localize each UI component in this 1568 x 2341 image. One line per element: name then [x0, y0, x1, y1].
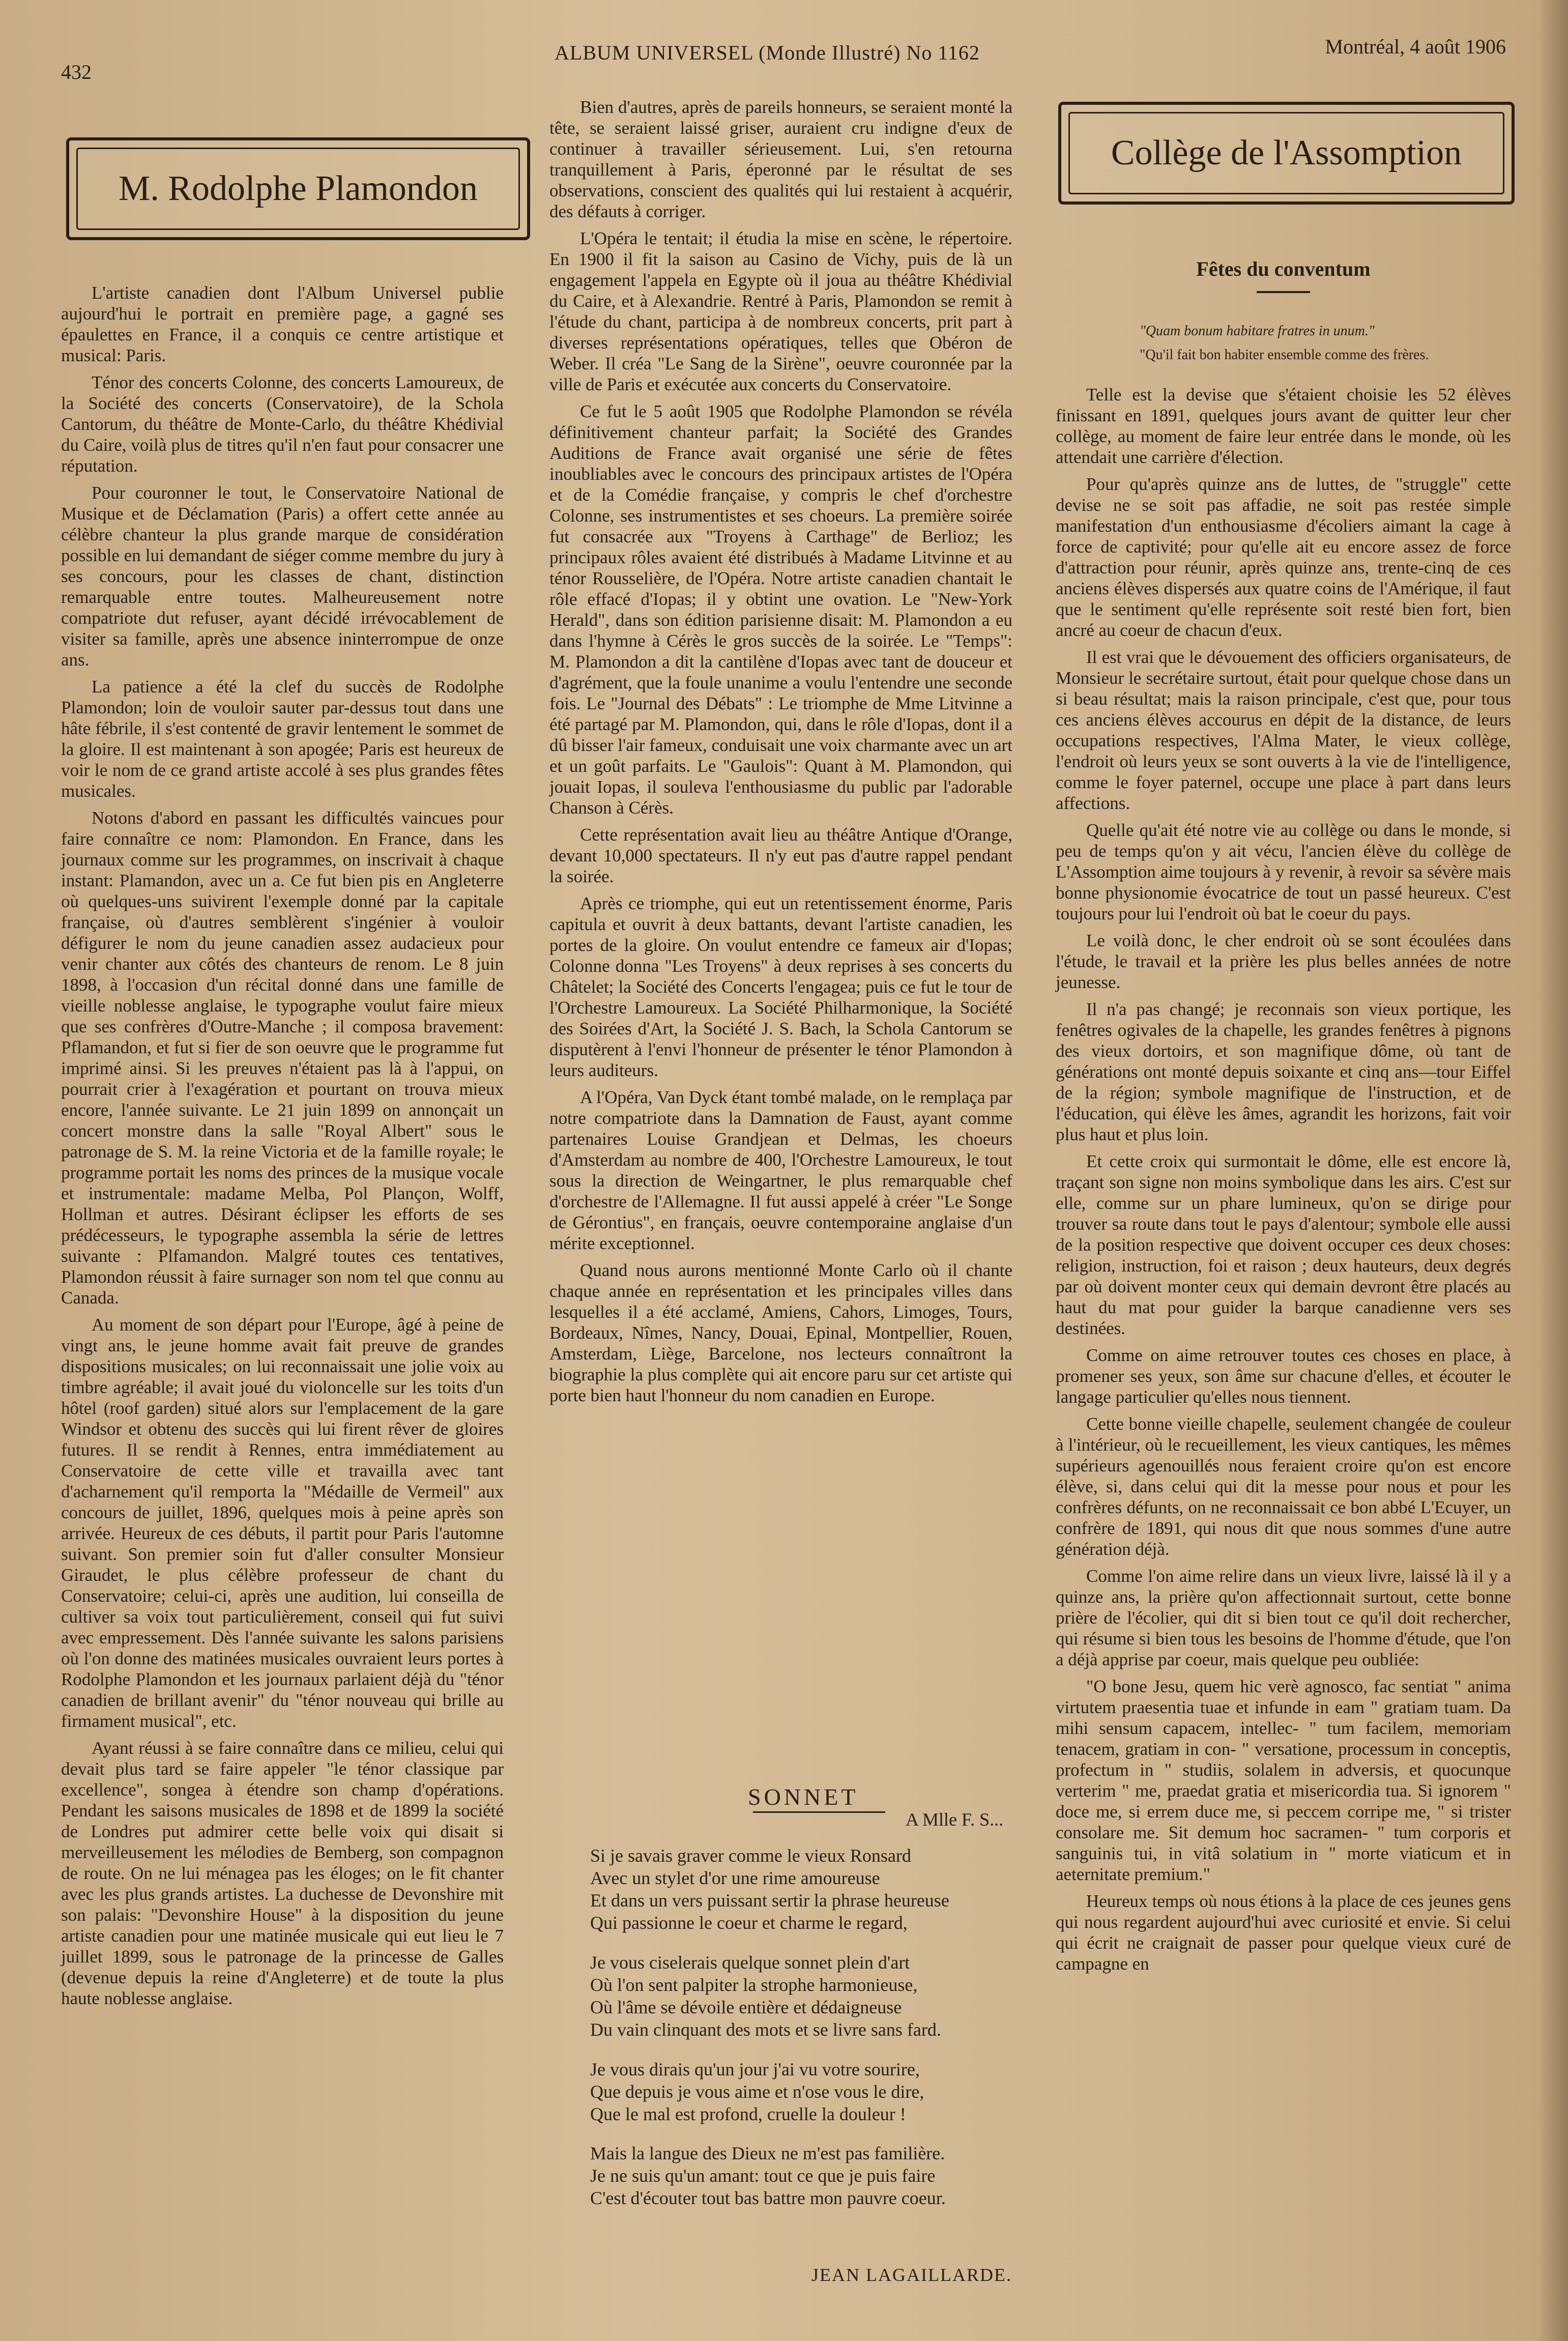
paragraph: Au moment de son départ pour l'Europe, âgé à peine de vingt ans, le jeune homme avait fait preuve de grandes dispositions musicales; on lui reconnaissait une jolie voix au timbre agréable; il avait joué du violoncelle sur les toits d'un hôtel (roof garden) situé alors sur l'emplacement de la gare Windsor et obtenu des succès qui lui firent rêver de gloires futures. Il se rendit à Rennes, entra immédiatement au Conservatoire de cette ville et travailla avec tant d'acharnement qu'il remporta la "Médaille de Vermeil" aux concours de juillet, 1896, quelques mois à peine après son arrivée. Heureux de ces débuts, il partit pour Paris l'automne suivant. Son premier soin fut d'aller consulter Monsieur Giraudet, le plus célèbre professeur de chant du Conservatoire; celui-ci, après une audition, lui conseilla de cultiver sa voix tout particulièrement, conseil qui fut suivi avec empressement. Dès l'année suivante les salons parisiens où l'on donne des matinées musicales ouvraient leurs portes à Rodolphe Plamondon et les journaux parlaient déjà du "ténor canadien de brillant avenir" du "ténor nouveau qui brille au firmament musical", etc. — [61, 1315, 504, 1731]
paragraph: Comme on aime retrouver toutes ces choses en place, à promener ses yeux, son âme sur chacune d'elles, et écouter le langage particulier qu'elles nous tiennent. — [1056, 1345, 1511, 1407]
paragraph: Ayant réussi à se faire connaître dans ce milieu, celui qui devait plus tard se faire appeler "le ténor classique par excellence", songea à étendre son champ d'opérations. Pendant les saisons musicales de 1898 et de 1899 la société de Londres put admirer cette belle voix qui disait si merveilleusement les mélodies de Bemberg, son compagnon de route. On ne lui ménagea pas les éloges; on le fit chanter avec les plus grands artistes. La duchesse de Devonshire mit son palais: "Devonshire House" à la disposition du jeune artiste canadien pour une matinée musicale qui eut lieu le 7 juillet 1899, sous le patronage de la princesse de Galles (devenue depuis la reine d'Angleterre) et de toute la plus haute noblesse anglaise. — [61, 1738, 504, 2008]
sonnet-title-rule — [753, 1811, 885, 1813]
motto-latin: "Quam bonum habitare fratres in unum." — [1140, 323, 1375, 339]
paragraph: Cette bonne vieille chapelle, seulement changée de couleur à l'intérieur, où le recueillement, les vieux cantiques, les mêmes supérieurs agenouillés nous feraient croire qu'on est encore élève, si, dans celui qui dit la messe pour nous et pour les confrères défunts, on ne reconnaissait ce bon abbé L'Ecuyer, un confrère de 1891, qui nous dit que nous sommes d'une autre génération déjà. — [1056, 1414, 1511, 1559]
paragraph: Pour couronner le tout, le Conservatoire National de Musique et de Déclamation (Paris) a offert cette année au célèbre chanteur la plus grande marque de considération possible en lui demandant de siéger comme membre du jury à ses concours, pour les classes de chant, distinction remarquable entre toutes. Malheureusement notre compatriote dut refuser, ayant décidé irrévocablement de visiter sa famille, après une absence ininterrompue de onze ans. — [61, 483, 504, 670]
verse-line: Où l'âme se dévoile entière et dédaigneuse — [590, 1997, 902, 2017]
verse-line: Du vain clinquant des mots et se livre sans fard. — [590, 2019, 941, 2040]
sonnet-stanza-2 — [590, 1951, 1038, 2041]
page-header — [61, 30, 1506, 83]
motto-french: "Qu'il fait bon habiter ensemble comme des frères. — [1140, 347, 1429, 363]
paragraph: Quelle qu'ait été notre vie au collège ou dans le monde, si peu de temps qu'on y ait vécu, l'ancien élève du collège de L'Assomption aime toujours à y revenir, à revoir sa sévère mais bonne physionomie évocatrice de tout un passé heureux. C'est toujours pour lui l'endroit où bat le coeur du pays. — [1056, 820, 1511, 923]
verse-line: Où l'on sent palpiter la strophe harmonieuse, — [590, 1975, 918, 1995]
paragraph: La patience a été la clef du succès de Rodolphe Plamondon; loin de vouloir sauter par-dessus tout dans une hâte fébrile, il s'est contenté de gravir lentement le sommet de la gloire. Il est maintenant à son apogée; Paris est heureux de voir le nom de ce grand artiste accolé à ses plus grandes fêtes musicales. — [61, 677, 504, 801]
article-title-box — [66, 137, 530, 240]
verse-line: C'est d'écouter tout bas battre mon pauvre coeur. — [590, 2188, 946, 2208]
issue-date: Montréal, 4 août 1906 — [1325, 35, 1506, 58]
paragraph: L'artiste canadien dont l'Album Universel publie aujourd'hui le portrait en première page, a gagné ses épaulettes en France, il a conquis ce centre artistique et musical: Paris. — [61, 283, 504, 365]
paragraph: Comme l'on aime relire dans un vieux livre, laissé là il y a quinze ans, la prière qu'on affectionnait surtout, cette bonne prière de l'écolier, qui dit si bien tout ce qu'il doit rechercher, qui résume si bien tous les besoins de l'homme d'étude, que l'on a déjà apprise par coeur, mais quelque peu oubliée: — [1056, 1566, 1511, 1669]
article-column-1 — [61, 282, 504, 2015]
article-title: Collège de l'Assomption — [1111, 133, 1462, 172]
verse-line: Je vous dirais qu'un jour j'ai vu votre sourire, — [590, 2059, 920, 2079]
paragraph: Ce fut le 5 août 1905 que Rodolphe Plamondon se révéla définitivement chanteur parfait; la Société des Grandes Auditions de France avait organisé une série de fêtes inoubliables avec le concours des principaux artistes de l'Opéra et de la Comédie française, y compris le chef d'orchestre Colonne, ses instrumentistes et ses choeurs. La première soirée fut consacrée aux "Troyens à Carthage" de Berlioz; les principaux rôles avaient été distribués à Madame Litvinne et au ténor Rousselière, de l'Opéra. Notre artiste canadien chantait le rôle effacé d'Iopas; il y obtint une ovation. Le "New-York Herald", dans son édition parisienne disait: M. Plamondon a eu dans l'hymne à Cérès le gros succès de la soirée. Le "Temps": M. Plamondon a dit la cantilène d'Iopas avec tant de douceur et d'agrément, que la foule unanime a voulu l'entendre une seconde fois. Le "Journal des Débats" : Le triomphe de Mme Litvinne a été partagé par M. Plamondon, qui, dans le rôle d'Iopas, dont il a dû bisser l'air fameux, conduisait une voix charmante avec un art et un goût parfaits. Le "Gaulois": Quant à M. Plamondon, qui jouait Iopas, il souleva l'enthousiasme du public par l'adorable Chanson à Cérès. — [549, 401, 1012, 818]
paragraph: Pour qu'après quinze ans de luttes, de "struggle" cette devise ne se soit pas affadie, ne soit pas restée simple manifestation d'un enthousiasme d'écoliers aimant la cage à force de captivité; pour qu'elle ait eu encore assez de force d'attraction pour réunir, après quinze ans, trente-cinq de ces anciens élèves dispersés aux quatre coins de l'Amérique, il faut que le sentiment qu'elle représente soit resté bien fort, bien ancré au coeur de chacun d'eux. — [1056, 474, 1511, 640]
paragraph: Bien d'autres, après de pareils honneurs, se seraient monté la tête, se seraient laissé griser, auraient cru indigne d'eux de continuer à travailler sérieusement. Lui, s'en retourna tranquillement à Paris, éperonné par le résultat de ses observations, conscient des qualités qui lui restaient à acquérir, des défauts à corriger. — [549, 97, 1012, 221]
article-title-box — [1058, 102, 1515, 205]
verse-line: Mais la langue des Dieux ne m'est pas familière. — [590, 2143, 945, 2163]
verse-line: Avec un stylet d'or une rime amoureuse — [590, 1868, 880, 1888]
paragraph: Il est vrai que le dévouement des officiers organisateurs, de Monsieur le secrétaire surtout, était pour quelque chose dans un si beau résultat; mais la raison principale, c'est que, pour tous ces anciens élèves accourus en dépit de la distance, de leurs occupations respectives, l'Alma Mater, le vieux collège, l'endroit où leurs yeux se sont ouverts à la vie de l'intelligence, comme le foyer paternel, occupe une place à part dans leurs affections. — [1056, 647, 1511, 813]
paragraph: "O bone Jesu, quem hic verè agnosco, fac sentiat " anima virtutem praesentia tuae et infunde in eam " gratiam tuam. Da mihi sensum capacem, intellec- " tum facilem, memoriam tenacem, gratiam in con- " versatione, processum in conceptis, profectum in " studiis, solalem in adversis, et quocunque verterim " me, praedat gratia et misericordia tua. Si ignorem " doce me, si errem duce me, si peccem corripe me, " si trister consolare me. Sit demum hoc sacramen- " tum corporis et sanguinis tui, in vitâ solatium in " morte viaticum et in aeternitate premium." — [1056, 1677, 1511, 1884]
article-column-2 — [549, 97, 1012, 1412]
paragraph: Cette représentation avait lieu au théâtre Antique d'Orange, devant 10,000 spectateurs. Il n'y eut pas d'autre rappel pendant la soirée. — [549, 825, 1012, 886]
sonnet-stanza-1 — [590, 1844, 1038, 1934]
page-number: 432 — [61, 61, 92, 83]
verse-line: Je ne suis qu'un amant: tout ce que je puis faire — [590, 2165, 936, 2186]
sonnet-dedication: A Mlle F. S... — [906, 1809, 1004, 1830]
subtitle-rule — [1257, 291, 1310, 293]
page-edge-shadow — [1537, 0, 1568, 2341]
sonnet-stanza-4 — [590, 2142, 1038, 2209]
paragraph: L'Opéra le tentait; il étudia la mise en scène, le répertoire. En 1900 il fit la saison au Casino de Vichy, puis de là un engagement l'appela en Egypte où il joua au théâtre Khédivial du Caire, et à Alexandrie. Rentré à Paris, Plamondon se remit à l'étude du chant, participa à de nombreux concerts, prit part à diverses représentations opératiques, telles que Obéron de Weber. Il créa "Le Sang de la Sirène", oeuvre couronnée par la ville de Paris et exécutée aux concerts du Conservatoire. — [549, 228, 1012, 394]
article-title: M. Rodolphe Plamondon — [119, 169, 478, 208]
article-subtitle: Fêtes du conventum — [1196, 257, 1371, 280]
paragraph: Ténor des concerts Colonne, des concerts Lamoureux, de la Société des concerts (Conservatoire), de la Schola Cantorum, du théâtre de Monte-Carlo, du théâtre Khédivial du Caire, voilà plus de titres qu'il n'en faut pour consacrer une réputation. — [61, 372, 504, 476]
verse-line: Que depuis je vous aime et n'ose vous le dire, — [590, 2082, 924, 2102]
paragraph: Et cette croix qui surmontait le dôme, elle est encore là, traçant son signe non moins symbolique dans les airs. C'est sur elle, comme sur un phare lumineux, qu'on se dirige pour trouver sa route dans tout le pays d'alentour; symbole elle aussi de la position respective que doivent occuper ces deux choses: religion, instruction, foi et raison ; deux hauteurs, deux degrés par où doivent monter ceux qui demain devront être placés au haut du mat pour guider la barque canadienne vers ses destinées. — [1056, 1151, 1511, 1338]
sonnet-author: JEAN LAGAILLARDE. — [811, 2265, 1012, 2285]
paragraph: Heureux temps où nous étions à la place de ces jeunes gens qui nous regardent aujourd'hui avec curiosité et envie. Si celui qui écrit ne craignait de passer pour quelque vieux curé de campagne en — [1056, 1891, 1511, 1974]
paragraph: Notons d'abord en passant les difficultés vaincues pour faire connaître ce nom: Plamondon. En France, dans les journaux comme sur les programmes, on inscrivait à chaque instant: Plamandon, avec un a. Ce fut bien pis en Angleterre où quelques-uns suivirent l'exemple donné par la capitale française, où d'autres semblèrent s'ingénier à vouloir défigurer le nom du jeune canadien assez audacieux pour venir chanter aux côtés des chanteurs de renom. Le 8 juin 1898, à l'occasion d'un récital donné dans une famille de vieille noblesse anglaise, le typographe voulut faire mieux que ses confrères d'Outre-Manche ; il composa bravement: Pflamandon, et fut si fier de son oeuvre que le programme fut imprimé ainsi. Si les preuves n'étaient pas là à l'appui, on pourrait crier à l'exagération et pourtant on trouva mieux encore, l'année suivante. Le 21 juin 1899 on annonçait un concert monstre dans la salle "Royal Albert" sous le patronage de S. M. la reine Victoria et de la famille royale; le programme portait les noms des princes de la musique vocale et instrumentale: madame Melba, Pol Plançon, Wolff, Hollman et autres. Désirant éclipser les efforts de ses prédécesseurs, le typographe assembla la série de lettres suivante : Plfamandon. Malgré toutes ces tentatives, Plamondon réussit à faire surnager son nom tel que connu au Canada. — [61, 808, 504, 1308]
paragraph: Après ce triomphe, qui eut un retentissement énorme, Paris capitula et ouvrit à deux battants, devant l'artiste canadien, les portes de la gloire. On voulut entendre ce fameux air d'Iopas; Colonne donna "Les Troyens" à deux reprises à ses concerts du Châtelet; la Société des Concerts l'engagea; puis ce fut le tour de l'Orchestre Lamoureux. La Société Philharmonique, la Société des Soirées d'Art, la Société J. S. Bach, la Schola Cantorum se disputèrent à l'envi l'honneur de présenter le ténor Plamondon à leurs auditeurs. — [549, 893, 1012, 1080]
paragraph: Il n'a pas changé; je reconnais son vieux portique, les fenêtres ogivales de la chapelle, les grandes fenêtres à pignons des vieux dortoirs, et son magnifique dôme, où tant de générations ont monté depuis soixante et cinq ans—tour Eiffel de la région; symbole magnifique de l'instruction, et de l'éducation, qui élève les âmes, agrandit les horizons, fait voir plus haut et plus loin. — [1056, 999, 1511, 1144]
sonnet-title: SONNET — [748, 1784, 859, 1810]
paragraph: Quand nous aurons mentionné Monte Carlo où il chante chaque année en représentation et les principales villes dans lesquelles il a été acclamé, Amiens, Cahors, Limoges, Tours, Bordeaux, Nîmes, Nancy, Douai, Epinal, Montpellier, Rouen, Amsterdam, Liège, Barcelone, nos lecteurs connaîtront la biographie la plus complète qui ait encore paru sur cet artiste qui porte bien haut l'honneur du nom canadien en Europe. — [549, 1260, 1012, 1405]
publication-name: ALBUM UNIVERSEL (Monde Illustré) No 1162 — [555, 41, 980, 64]
article-column-3 — [1056, 384, 1511, 1980]
paragraph: Telle est la devise que s'étaient choisie les 52 élèves finissant en 1891, quelques jours avant de quitter leur cher collège, au moment de faire leur entrée dans le monde, où les attendait une carrière d'élection. — [1056, 385, 1511, 467]
verse-line: Je vous ciselerais quelque sonnet plein d'art — [590, 1952, 910, 1973]
paragraph: Le voilà donc, le cher endroit où se sont écoulées dans l'étude, le travail et la prière les plus belles années de notre jeunesse. — [1056, 931, 1511, 992]
verse-line: Et dans un vers puissant sertir la phrase heureuse — [590, 1890, 949, 1911]
paragraph: A l'Opéra, Van Dyck étant tombé malade, on le remplaça par notre compatriote dans la Damnation de Faust, ayant comme partenaires Louise Grandjean et Delmas, les choeurs d'Amsterdam au nombre de 400, l'Orchestre Lamoureux, le tout sous la direction de Weingartner, le plus remarquable chef d'orchestre de l'Allemagne. Il fut aussi appelé à créer "Le Songe de Gérontius", en français, oeuvre contemporaine anglaise d'un mérite exceptionnel. — [549, 1087, 1012, 1253]
verse-line: Qui passionne le coeur et charme le regard, — [590, 1913, 908, 1933]
verse-line: Si je savais graver comme le vieux Ronsard — [590, 1845, 911, 1866]
sonnet-stanza-3 — [590, 2058, 1038, 2125]
verse-line: Que le mal est profond, cruelle la douleur ! — [590, 2104, 906, 2124]
